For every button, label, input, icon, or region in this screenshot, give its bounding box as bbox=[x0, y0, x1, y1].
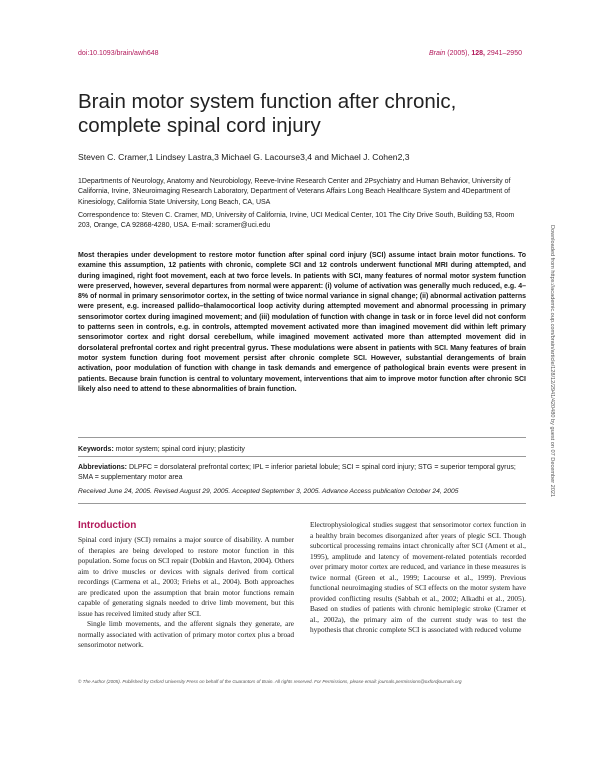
download-watermark bbox=[547, 225, 555, 585]
section-heading: Introduction bbox=[78, 520, 137, 531]
correspondence: Correspondence to: Steven C. Cramer, MD, University of California, Irvine, UCI Medical Center, 101 The City Drive South, Building 53, Room 203, Orange, CA 92868-4280, USA. E-mail: scramer@uci.edu bbox=[78, 212, 515, 230]
body-column-right bbox=[310, 520, 526, 636]
paragraph: Electrophysiological studies suggest that sensorimotor cortex function in a healthy brain becomes disorganized after years of plegic SCI. Though subcortical processing remains intact chronically after SCI (Ament et al., 1995), amplitude and latency of movement-related potentials recorded over primary motor cortex are reduced, and variance in these measures is twice normal (Green et al., 1999; Lacourse et al., 1999). Previous functional neuroimaging studies of SCI effects on the motor system have provided conflicting results (Sabbah et al., 2002; Alkadhi et al., 2005). Based on studies of patients with chronic hemiplegic stroke (Cramer et al., 2002a), the primary aim of the current study was to test the hypothesis that chronic complete SCI is associated with reduced volume bbox=[310, 520, 526, 634]
copyright-footer: © The Author (2005). Published by Oxford University Press on behalf of the Guarantors of Brain. All rights reserved. For Permissions, please email: journals.permissions@oxfordjournals.org bbox=[78, 679, 462, 684]
body-column-left bbox=[78, 535, 294, 651]
journal-citation bbox=[429, 50, 522, 57]
paragraph: Spinal cord injury (SCI) remains a major source of disability. A number of therapies are being developed to restore motor function in this population. Some focus on SCI repair (Dobkin and Havton, 2004). Others aim to drive muscles or devices with signals derived from cortical recordings (Carmena et al., 2003; Friehs et al., 2004). Both approaches are predicated upon the assumption that brain motor functions remain capable of generating signals needed to drive limb movement, but this issue has received limited study after SCI. bbox=[78, 535, 294, 618]
keywords-text: motor system; spinal cord injury; plasticity bbox=[115, 446, 245, 453]
abstract: Most therapies under development to restore motor function after spinal cord injury (SCI) assume intact brain motor functions. To examine this assumption, 12 patients with chronic, complete SCI and 12 controls underwent functional MRI during attempted, and during imagined, right foot movement, each at two force levels. In patients with SCI, many features of normal motor system function were preserved, however, several departures from normal were apparent: (i) volume of activation was generally much reduced, e.g. 4–8% of normal in primary sensorimotor cortex, in the setting of twice normal variance in signal change; (ii) abnormal activation patterns were present, e.g. increased pallido–thalamocortical loop activity during attempted movement and abnormal processing in primary sensorimotor cortex during imagined movement; and (iii) modulation of function with change in task or in force level did not conform to patterns seen in controls, e.g. in controls, attempted movement activated more than imagined movement did within left primary sensorimotor cortex and right dorsal cerebellum, while imagined movement activated more than attempted movement did in dorsolateral prefrontal cortex and right precentral gyrus. These modulations were absent in patients with SCI. Many features of brain motor system function during foot movement persist after chronic complete SCI. However, substantial derangements of brain activation, poor modulation of function with change in task demands and emergence of pathological brain events were present in patients. Because brain function is central to voluntary movement, interventions that aim to improve motor function after chronic SCI likely also need to attend to these abnormalities of brain function. bbox=[78, 252, 526, 393]
keywords bbox=[78, 446, 526, 453]
download-watermark-text: Downloaded from https://academic.oup.com/brain/article/128/12/2941/420480 by guest on 07 December 2021 bbox=[549, 225, 555, 498]
abbreviations-label: Abbreviations: bbox=[78, 464, 128, 471]
divider bbox=[78, 456, 526, 457]
journal-year: (2005), bbox=[447, 50, 470, 57]
paragraph: Single limb movements, and the afferent signals they generate, are normally associated with activation of primary motor cortex plus a broad sensorimotor network. bbox=[78, 619, 294, 649]
divider bbox=[78, 437, 526, 438]
keywords-label: Keywords: bbox=[78, 446, 114, 453]
divider bbox=[78, 503, 526, 504]
journal-pages: 2941–2950 bbox=[486, 50, 522, 57]
journal-name: Brain bbox=[428, 50, 446, 57]
affiliations: 1Departments of Neurology, Anatomy and Neurobiology, Reeve-Irvine Research Center and 2Psychiatry and Human Behavior, University of California, Irvine, 3Neuroimaging Research Laboratory, Department of Veterans Affairs Long Beach Healthcare System and 4Department of Kinesiology, California State University, Long Beach, CA, USA bbox=[78, 178, 511, 206]
journal-volume: 128, bbox=[471, 50, 485, 57]
article-title: Brain motor system function after chronic, complete spinal cord injury bbox=[78, 90, 457, 137]
abbreviations bbox=[78, 463, 526, 484]
abbreviations-text: DLPFC = dorsolateral prefrontal cortex; IPL = inferior parietal lobule; SCI = spinal cord injury; STG = superior temporal gyrus; SMA = supplementary motor area bbox=[78, 464, 516, 482]
author-list: Steven C. Cramer,1 Lindsey Lastra,3 Michael G. Lacourse3,4 and Michael J. Cohen2,3 bbox=[78, 152, 410, 162]
doi-link[interactable]: doi:10.1093/brain/awh648 bbox=[78, 50, 159, 57]
received-dates: Received June 24, 2005. Revised August 29, 2005. Accepted September 3, 2005. Advance Access publication October 24, 2005 bbox=[78, 488, 459, 495]
